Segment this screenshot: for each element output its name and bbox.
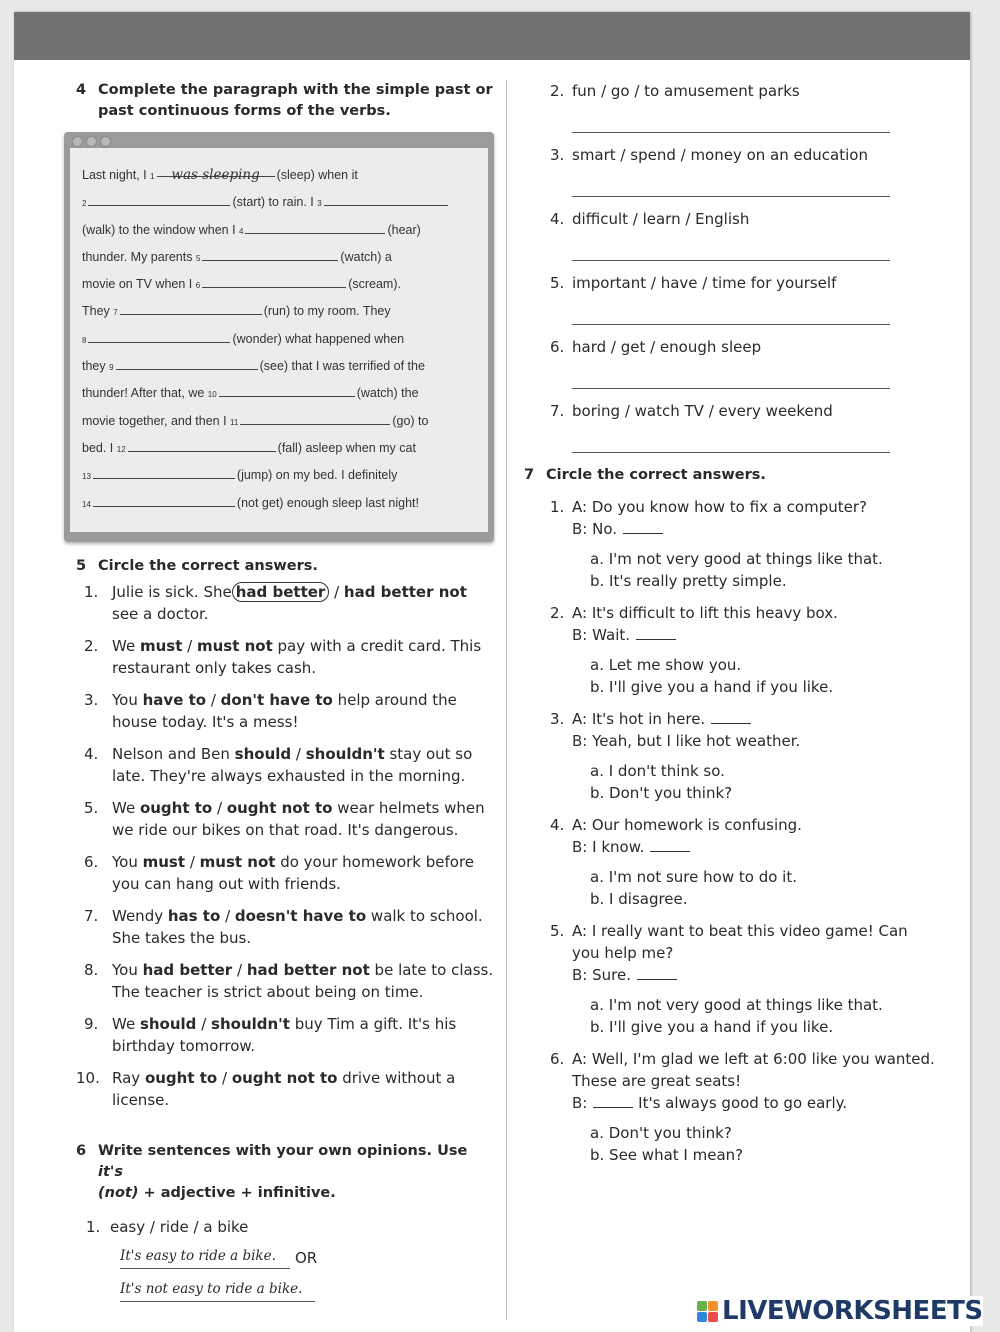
line-text: (run) to my room. They — [263, 304, 391, 319]
ex7-title: Circle the correct answers. — [546, 467, 766, 483]
dialogue-b — [524, 1092, 954, 1114]
option-b[interactable]: b. It's really pretty simple. — [590, 572, 787, 590]
line-b: Sure. — [592, 966, 632, 984]
item-pre: We — [112, 799, 140, 817]
title-italic: it's — [98, 1164, 123, 1180]
answer-blank[interactable] — [88, 191, 230, 206]
item-post: stay out so late. They're always exhausted in the morning. — [112, 745, 473, 785]
paragraph-line: 8 (wonder) what happened when — [82, 326, 478, 353]
ex4-number: 4 — [76, 82, 87, 98]
item-number: 1. — [550, 498, 565, 516]
item-post: see a doctor. — [112, 605, 209, 623]
line-text: movie on TV when I — [82, 277, 193, 292]
item-number: 4. — [550, 816, 565, 834]
line-text: (watch) a — [340, 249, 392, 264]
item-prompt: fun / go / to amusement parks — [572, 82, 800, 100]
separator: / — [212, 799, 227, 817]
separator: / — [185, 853, 200, 871]
item-text — [112, 797, 496, 841]
option-1[interactable]: ought to — [139, 799, 213, 817]
window-dots-icon — [72, 136, 111, 147]
line-text: (not get) enough sleep last night! — [236, 495, 419, 510]
answer-line[interactable] — [120, 1244, 290, 1269]
item-number: 1. — [84, 583, 99, 601]
item-number: 2. — [550, 82, 565, 100]
dialogue-a — [524, 814, 954, 836]
ex7-item — [524, 814, 954, 910]
item-number: 5. — [550, 274, 565, 292]
item-number: 6. — [550, 338, 565, 356]
ex5-item — [76, 1067, 496, 1111]
answer-blank[interactable] — [120, 300, 262, 315]
line-text: movie together, and then I — [82, 413, 227, 428]
option-2[interactable]: shouldn't — [305, 745, 385, 763]
line-b: It's always good to go early. — [638, 1094, 848, 1112]
line-text: thunder! After that, we — [82, 386, 205, 401]
line-text: (fall) asleep when my cat — [277, 440, 416, 455]
answer-blank[interactable] — [219, 382, 355, 397]
option-1[interactable]: ought to — [144, 1069, 218, 1087]
answer-blank[interactable] — [245, 219, 385, 234]
item-pre: Julie is sick. She — [112, 583, 232, 601]
answer-blank[interactable] — [636, 625, 676, 640]
item-number: 8. — [84, 961, 99, 979]
item-prompt: boring / watch TV / every weekend — [572, 402, 833, 420]
option-2[interactable]: ought not to — [226, 799, 333, 817]
option-1[interactable]: has to — [167, 907, 221, 925]
option-b[interactable]: b. I'll give you a hand if you like. — [590, 678, 834, 696]
item-pre: You — [112, 961, 143, 979]
ex6-item — [76, 1216, 496, 1238]
option-b[interactable]: b. I'll give you a hand if you like. — [590, 1018, 834, 1036]
line-b: Yeah, but I like hot weather. — [592, 732, 801, 750]
title-part: + adjective + infinitive. — [138, 1185, 336, 1201]
paragraph-line: thunder. My parents 5 (watch) a — [82, 244, 478, 271]
answer-blank[interactable] — [650, 837, 690, 852]
item-number: 5. — [84, 799, 99, 817]
option-1[interactable]: have to — [142, 691, 207, 709]
item-number: 10. — [76, 1069, 100, 1087]
line-a: Our homework is confusing. — [591, 816, 802, 834]
answer-line[interactable] — [572, 422, 890, 453]
item-text — [112, 959, 496, 1003]
ex5-heading — [76, 556, 496, 577]
speaker-a: A: — [572, 710, 588, 728]
option-1[interactable]: had better — [142, 961, 233, 979]
left-column — [76, 80, 496, 1302]
option-1[interactable]: should — [139, 1015, 197, 1033]
ex6-item — [524, 208, 954, 230]
ex5-title: Circle the correct answers. — [98, 558, 318, 574]
paragraph-line: 14 (not get) enough sleep last night! — [82, 490, 478, 517]
item-post: buy Tim a gift. It's his birthday tomorrow. — [112, 1015, 457, 1055]
title-italic: (not) — [98, 1185, 139, 1201]
line-text: (watch) the — [356, 386, 419, 401]
ex6-item — [524, 144, 954, 166]
answer-blank[interactable] — [324, 191, 448, 206]
line-text: (scream). — [348, 277, 401, 292]
ex4-paragraph — [70, 148, 488, 532]
header-bar — [14, 12, 970, 60]
option-1[interactable]: must — [142, 853, 186, 871]
option-b[interactable]: b. See what I mean? — [590, 1146, 744, 1164]
item-pre: You — [112, 853, 143, 871]
item-post: drive without a license. — [112, 1069, 456, 1109]
option-b[interactable]: b. I disagree. — [590, 890, 688, 908]
answer-blank[interactable] — [593, 1093, 633, 1108]
paragraph-line: they 9 (see) that I was terrified of the — [82, 353, 478, 380]
speaker-a: A: — [572, 922, 588, 940]
item-prompt: difficult / learn / English — [572, 210, 750, 228]
line-text: (start) to rain. I — [232, 195, 314, 210]
dialogue-a — [524, 602, 954, 624]
item-number: 6. — [84, 853, 99, 871]
option-1[interactable]: must — [139, 637, 183, 655]
speaker-b: B: — [572, 732, 588, 750]
brand-icon — [697, 1301, 718, 1322]
options — [524, 994, 954, 1038]
separator: / — [220, 907, 235, 925]
dialogue-b — [524, 836, 954, 858]
item-prompt: easy / ride / a bike — [110, 1218, 249, 1236]
ex5-item — [76, 581, 496, 625]
separator: / — [232, 961, 247, 979]
right-column — [524, 80, 954, 1166]
item-number: 9. — [84, 1015, 99, 1033]
line-a: It's difficult to lift this heavy box. — [591, 604, 838, 622]
answer-blank[interactable] — [116, 355, 258, 370]
answer-line[interactable] — [572, 166, 890, 197]
ex5-item — [76, 1013, 496, 1057]
dialogue-b — [524, 518, 954, 540]
separator: / — [291, 745, 306, 763]
paragraph-line: Last night, I 1 was sleeping (sleep) when it — [82, 162, 478, 189]
item-number: 3. — [550, 146, 565, 164]
options — [524, 760, 954, 804]
item-number: 2. — [84, 637, 99, 655]
line-text: bed. I — [82, 440, 114, 455]
speaker-a: A: — [572, 1050, 588, 1068]
speaker-a: A: — [572, 498, 588, 516]
ex7-number: 7 — [524, 467, 535, 483]
ex7-heading — [524, 465, 954, 486]
ex6-item — [524, 336, 954, 358]
item-pre: Wendy — [112, 907, 168, 925]
option-2[interactable]: doesn't have to — [234, 907, 367, 925]
ex7-item — [524, 920, 954, 1038]
line-text: (go) to — [392, 413, 429, 428]
paragraph-line: movie on TV when I 6 (scream). — [82, 271, 478, 298]
line-b: No. — [592, 520, 618, 538]
line-b: I know. — [592, 838, 645, 856]
item-pre: We — [112, 637, 140, 655]
ex7-item — [524, 708, 954, 804]
option-1-circled[interactable]: had better — [232, 582, 330, 602]
answer-line[interactable] — [120, 1277, 315, 1302]
item-text — [112, 851, 496, 895]
option-a[interactable]: a. I don't think so. — [590, 762, 725, 780]
answer-blank[interactable] — [88, 328, 230, 343]
item-text — [112, 905, 496, 949]
item-number: 7. — [84, 907, 99, 925]
dialogue-a — [524, 708, 954, 730]
item-number: 5. — [550, 922, 565, 940]
item-pre: Nelson and Ben — [112, 745, 235, 763]
item-number: 7. — [550, 402, 565, 420]
ex5-number: 5 — [76, 558, 87, 574]
answer-blank[interactable] — [93, 464, 235, 479]
line-a: Do you know how to fix a computer? — [591, 498, 867, 516]
item-pre: You — [112, 691, 143, 709]
ex5-list — [76, 581, 496, 1111]
liveworksheets-logo — [697, 1296, 983, 1326]
paragraph-line: bed. I 12 (fall) asleep when my cat — [82, 435, 478, 462]
paragraph-line: movie together, and then I 11 (go) to — [82, 408, 478, 435]
dialogue-a — [524, 1048, 954, 1092]
item-number: 1. — [86, 1218, 101, 1236]
ex5-item — [76, 797, 496, 841]
option-2[interactable]: had better not — [246, 961, 370, 979]
ex6-item — [524, 80, 954, 102]
paragraph-line: They 7 (run) to my room. They — [82, 298, 478, 325]
ex5-item — [76, 635, 496, 679]
line-text: (hear) — [387, 222, 421, 237]
title-part: Write sentences with your own opinions. Use — [98, 1143, 468, 1159]
item-pre: Ray — [112, 1069, 145, 1087]
separator: / — [206, 691, 221, 709]
line-a: Well, I'm glad we left at 6:00 like you wanted. These are great seats! — [572, 1050, 935, 1090]
speaker-a: A: — [572, 604, 588, 622]
item-prompt: hard / get / enough sleep — [572, 338, 762, 356]
item-number: 6. — [550, 1050, 565, 1068]
item-post: wear helmets when we ride our bikes on that road. It's dangerous. — [112, 799, 485, 839]
speaker-b: B: — [572, 1094, 588, 1112]
paragraph-line: thunder! After that, we 10 (watch) the — [82, 380, 478, 407]
ex4-heading — [76, 80, 496, 122]
ex5-item — [76, 743, 496, 787]
line-text: Last night, I — [82, 168, 147, 182]
ex5-item — [76, 689, 496, 733]
option-a[interactable]: a. I'm not very good at things like that. — [590, 996, 883, 1014]
separator: / — [217, 1069, 232, 1087]
option-2[interactable]: shouldn't — [211, 1015, 290, 1033]
answer-blank[interactable] — [202, 273, 346, 288]
answer-blank[interactable] — [637, 965, 677, 980]
item-text — [112, 743, 496, 787]
option-a[interactable]: a. I'm not sure how to do it. — [590, 868, 797, 886]
option-a[interactable]: a. Let me show you. — [590, 656, 742, 674]
worksheet-page — [14, 12, 970, 1332]
separator: / — [182, 637, 197, 655]
separator: / — [196, 1015, 212, 1033]
ex6-heading — [76, 1141, 496, 1204]
answer-line[interactable] — [572, 230, 890, 261]
answer-blank[interactable] — [240, 410, 390, 425]
example-answer: It's not easy to ride a bike. — [120, 1281, 303, 1297]
item-text — [112, 581, 496, 625]
item-post: walk to school. She takes the bus. — [112, 907, 483, 947]
answer-blank[interactable] — [202, 246, 338, 261]
option-2[interactable]: must not — [199, 853, 276, 871]
filled-answer: was sleeping — [171, 167, 260, 183]
line-text: thunder. My parents — [82, 249, 193, 264]
options — [524, 866, 954, 910]
dialogue-b — [524, 730, 954, 752]
item-number: 4. — [84, 745, 99, 763]
item-text — [112, 635, 496, 679]
item-number: 3. — [550, 710, 565, 728]
item-prompt: important / have / time for yourself — [572, 274, 837, 292]
option-b[interactable]: b. Don't you think? — [590, 784, 733, 802]
ex6-title — [98, 1141, 496, 1204]
item-post: be late to class. The teacher is strict about being on time. — [112, 961, 494, 1001]
dialogue-a — [524, 496, 954, 518]
item-number: 2. — [550, 604, 565, 622]
answer-line[interactable] — [572, 358, 890, 389]
item-pre: We — [112, 1015, 140, 1033]
paragraph-line: 2 (start) to rain. I 3 — [82, 189, 478, 216]
ex6-item — [524, 400, 954, 422]
dialogue-b — [524, 964, 954, 986]
ex5-item — [76, 959, 496, 1003]
ex7-item — [524, 1048, 954, 1166]
separator: / — [329, 583, 344, 601]
ex4-paragraph-box — [64, 132, 494, 542]
line-text: they — [82, 359, 106, 374]
item-post: do your homework before you can hang out with friends. — [112, 853, 475, 893]
speaker-b: B: — [572, 520, 588, 538]
options — [524, 654, 954, 698]
answer-line[interactable] — [572, 294, 890, 325]
speaker-b: B: — [572, 838, 588, 856]
answer-blank[interactable] — [157, 162, 275, 183]
ex6-number: 6 — [76, 1143, 87, 1159]
option-2[interactable]: had better not — [343, 583, 467, 601]
line-text: (jump) on my bed. I definitely — [236, 468, 398, 483]
line-text: (see) that I was terrified of the — [259, 359, 425, 374]
answer-blank[interactable] — [711, 709, 751, 724]
answer-blank[interactable] — [93, 492, 235, 507]
option-2[interactable]: ought not to — [231, 1069, 338, 1087]
item-text — [112, 1013, 496, 1057]
option-a[interactable]: a. I'm not very good at things like that. — [590, 550, 883, 568]
paragraph-line: 13 (jump) on my bed. I definitely — [82, 462, 478, 489]
line-text: (wonder) what happened when — [232, 331, 405, 346]
line-text: (walk) to the window when I — [82, 222, 236, 237]
item-prompt: smart / spend / money on an education — [572, 146, 868, 164]
dialogue-b — [524, 624, 954, 646]
or-label: OR — [295, 1249, 318, 1267]
item-text — [112, 689, 496, 733]
option-a[interactable]: a. Don't you think? — [590, 1124, 732, 1142]
line-text: They — [82, 304, 110, 319]
speaker-b: B: — [572, 626, 588, 644]
speaker-a: A: — [572, 816, 588, 834]
answer-blank[interactable] — [623, 519, 663, 534]
answer-line[interactable] — [572, 102, 890, 133]
column-divider — [506, 80, 507, 1320]
ex7-item — [524, 602, 954, 698]
options — [524, 548, 954, 592]
options — [524, 1122, 954, 1166]
item-number: 4. — [550, 210, 565, 228]
line-a: I really want to beat this video game! Can you help me? — [572, 922, 908, 962]
example-answer-row — [76, 1238, 496, 1269]
item-text — [112, 1067, 496, 1111]
line-b: Wait. — [592, 626, 631, 644]
dialogue-a — [524, 920, 954, 964]
ex7-item — [524, 496, 954, 592]
ex5-item — [76, 905, 496, 949]
paragraph-line: (walk) to the window when I 4 (hear) — [82, 217, 478, 244]
ex4-title: Complete the paragraph with the simple past or past continuous forms of the verbs. — [98, 82, 493, 119]
ex6-item — [524, 272, 954, 294]
brand-name: LIVEWORKSHEETS — [722, 1296, 983, 1326]
line-a: It's hot in here. — [591, 710, 706, 728]
option-1[interactable]: should — [234, 745, 292, 763]
item-post: help around the house today. It's a mess! — [112, 691, 457, 731]
speaker-b: B: — [572, 966, 588, 984]
option-2[interactable]: must not — [196, 637, 273, 655]
ex5-item — [76, 851, 496, 895]
line-text: (sleep) when it — [276, 168, 358, 182]
option-2[interactable]: don't have to — [220, 691, 333, 709]
item-number: 3. — [84, 691, 99, 709]
item-post: pay with a credit card. This restaurant only takes cash. — [112, 637, 482, 677]
answer-blank[interactable] — [128, 437, 276, 452]
example-answer: It's easy to ride a bike. — [120, 1248, 276, 1264]
